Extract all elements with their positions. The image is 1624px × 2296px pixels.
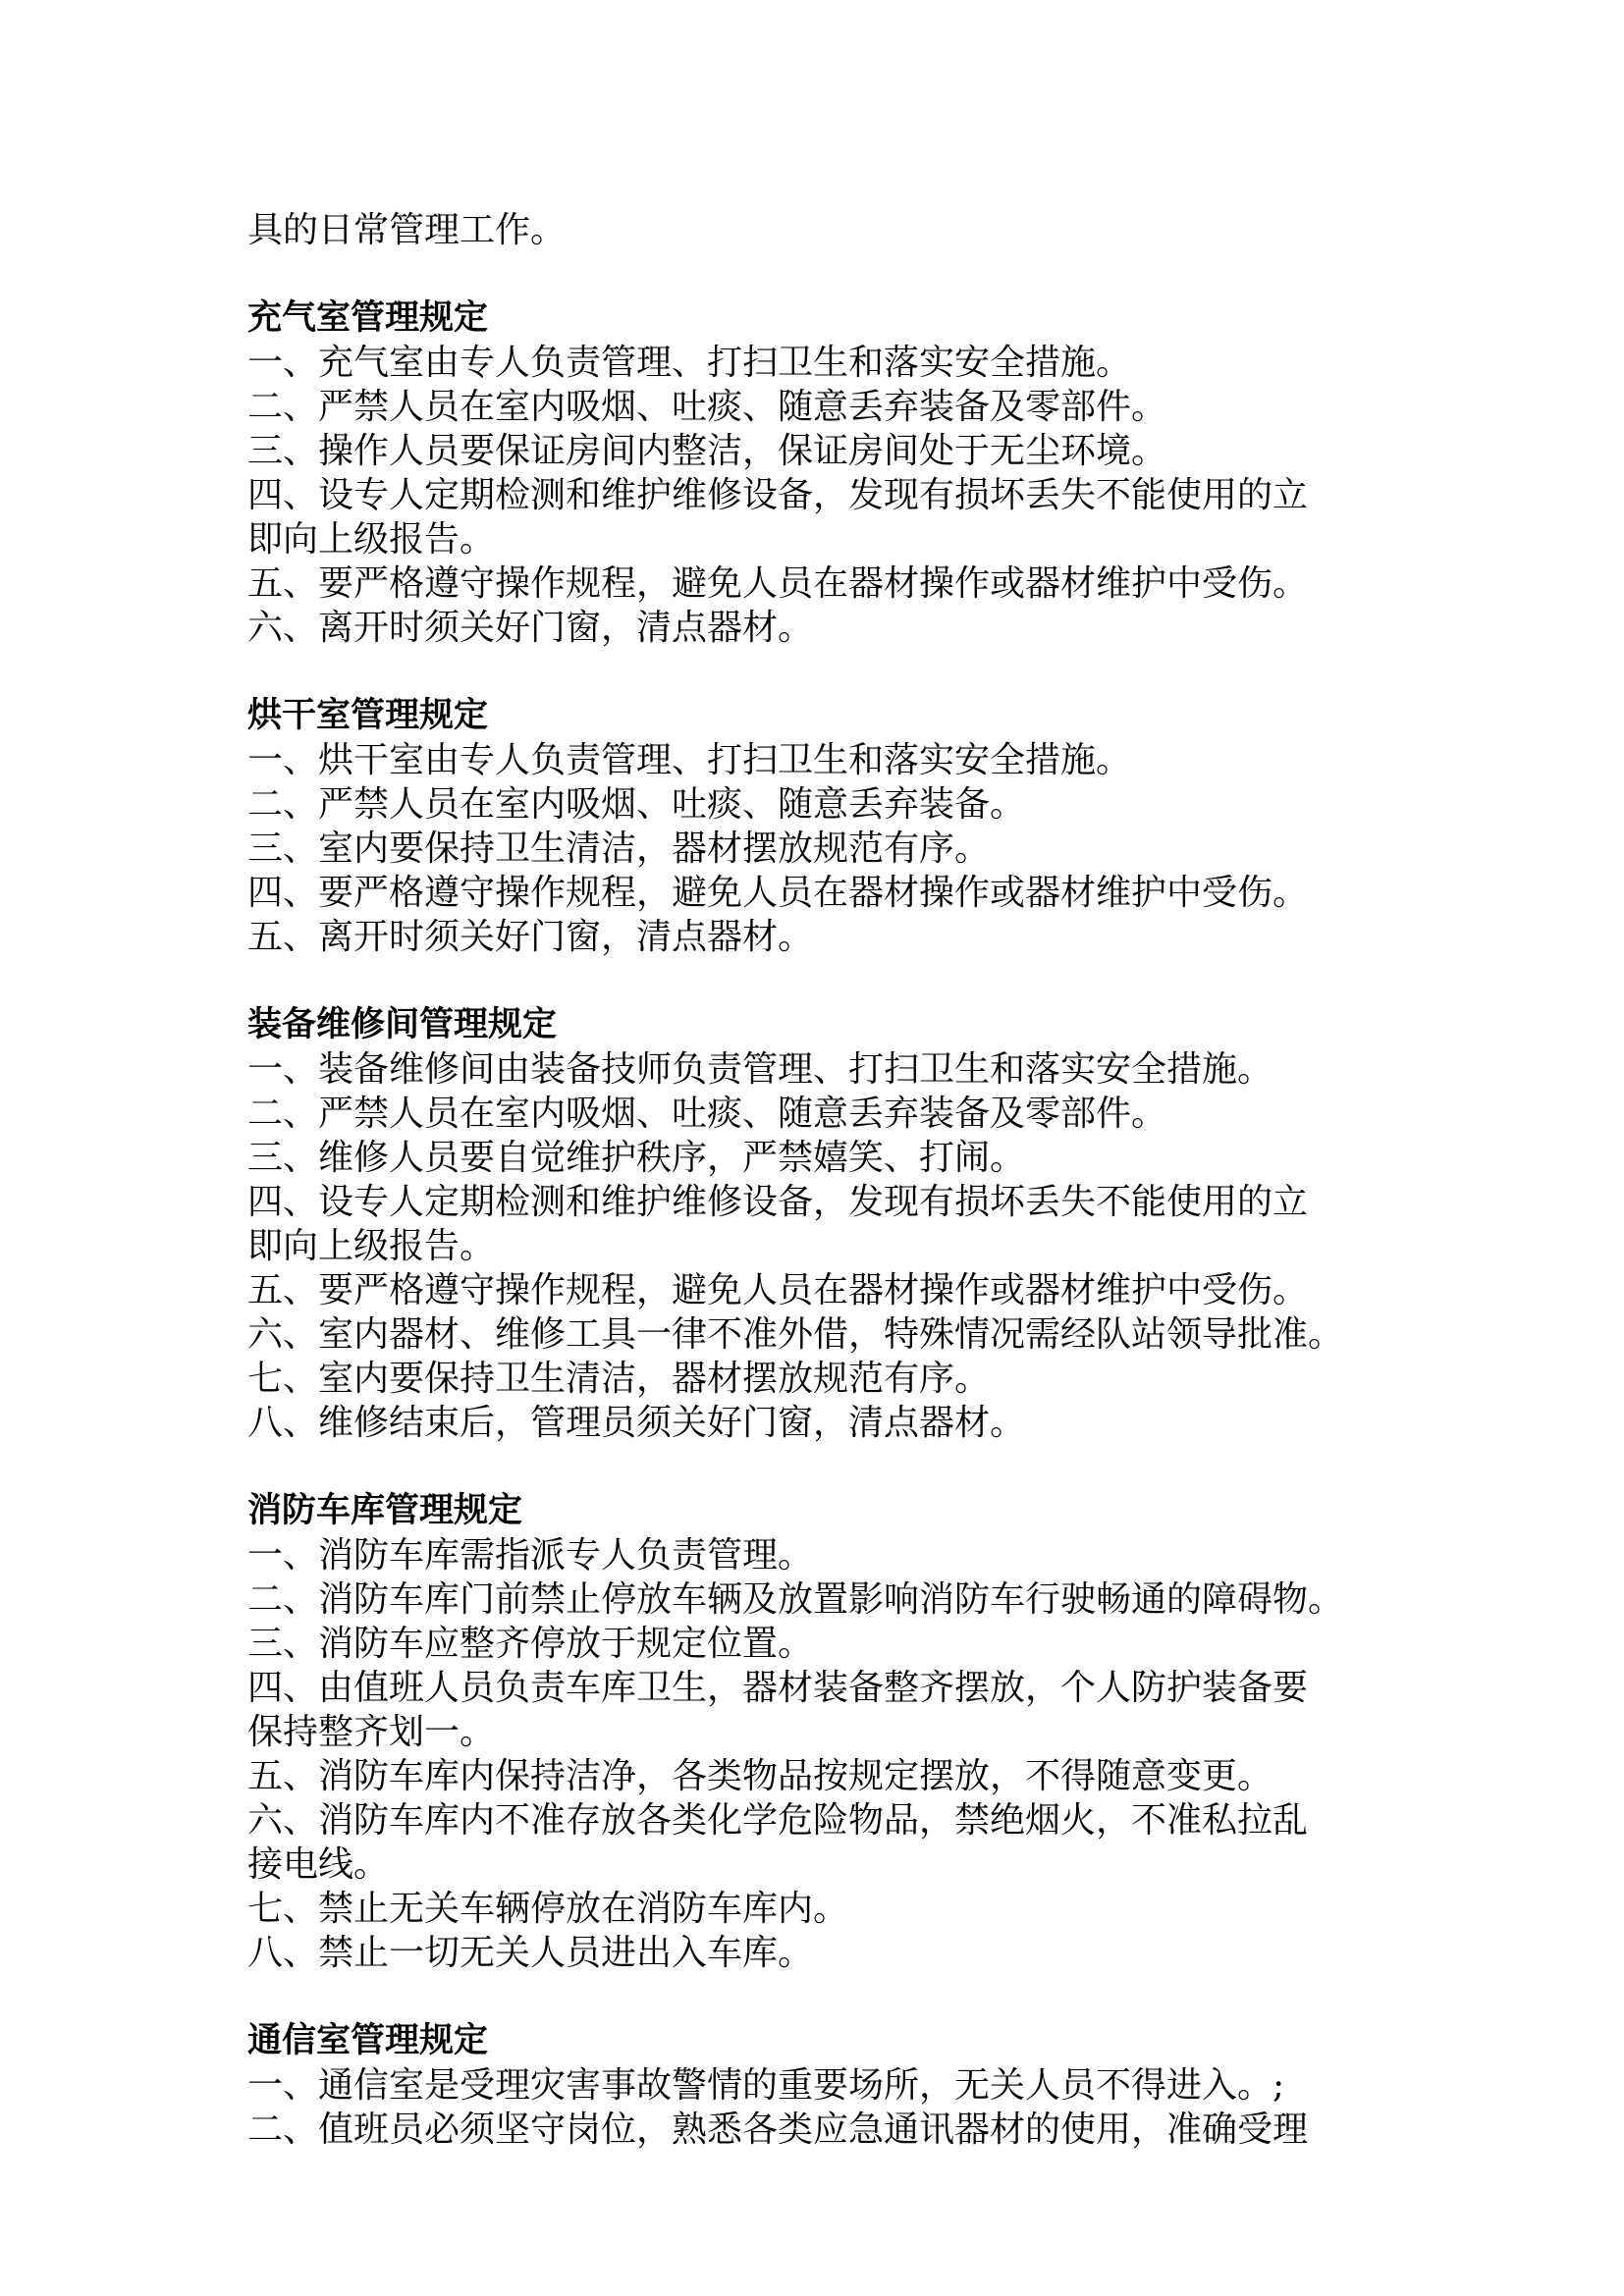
section-line: 七、禁止无关车辆停放在消防车库内。 xyxy=(247,1889,849,1929)
section-line: 一、消防车库需指派专人负责管理。 xyxy=(247,1535,814,1575)
intro-paragraph: 具的日常管理工作。 xyxy=(247,210,567,250)
section-line: 六、室内器材、维修工具一律不准外借，特殊情况需经队站领导批准。 xyxy=(247,1314,1344,1355)
section-line: 三、操作人员要保证房间内整洁，保证房间处于无尘环境。 xyxy=(247,431,1167,471)
section-line: 一、充气室由专人负责管理、打扫卫生和落实安全措施。 xyxy=(247,343,1132,383)
section-line: 五、消防车库内保持洁净，各类物品按规定摆放，不得随意变更。 xyxy=(247,1756,1273,1796)
section-line: 三、维修人员要自觉维护秩序，严禁嬉笑、打闹。 xyxy=(247,1138,1026,1178)
section-line: 五、离开时须关好门窗，清点器材。 xyxy=(247,917,814,957)
section-line: 一、通信室是受理灾害事故警情的重要场所，无关人员不得进入。; xyxy=(247,2065,1285,2106)
section-line: 三、室内要保持卫生清洁，器材摆放规范有序。 xyxy=(247,828,991,869)
section-line: 二、严禁人员在室内吸烟、吐痰、随意丢弃装备及零部件。 xyxy=(247,387,1167,427)
section-line: 四、由值班人员负责车库卫生，器材装备整齐摆放，个人防护装备要 xyxy=(247,1668,1309,1708)
section-line: 接电线。 xyxy=(247,1844,390,1885)
section-line: 一、装备维修间由装备技师负责管理、打扫卫生和落实安全措施。 xyxy=(247,1049,1273,1090)
section-line: 保持整齐划一。 xyxy=(247,1712,496,1752)
regulation-section xyxy=(247,2019,1465,2152)
section-line: 即向上级报告。 xyxy=(247,519,496,560)
section-line: 三、消防车应整齐停放于规定位置。 xyxy=(247,1624,814,1664)
regulation-section xyxy=(247,1003,1465,1445)
section-line: 四、要严格遵守操作规程，避免人员在器材操作或器材维护中受伤。 xyxy=(247,873,1309,913)
section-line: 二、严禁人员在室内吸烟、吐痰、随意丢弃装备及零部件。 xyxy=(247,1094,1167,1134)
section-line: 七、室内要保持卫生清洁，器材摆放规范有序。 xyxy=(247,1359,991,1399)
section-line: 六、离开时须关好门窗，清点器材。 xyxy=(247,608,814,648)
regulation-section xyxy=(247,1489,1465,1975)
section-line: 四、设专人定期检测和维护维修设备，发现有损坏丢失不能使用的立 xyxy=(247,1182,1309,1222)
section-heading: 装备维修间管理规定 xyxy=(247,1005,558,1044)
section-heading: 通信室管理规定 xyxy=(247,2021,489,2060)
section-line: 六、消防车库内不准存放各类化学危险物品，禁绝烟火，不准私拉乱 xyxy=(247,1800,1309,1841)
section-heading: 充气室管理规定 xyxy=(247,298,489,338)
section-line: 八、维修结束后，管理员须关好门窗，清点器材。 xyxy=(247,1403,1026,1443)
document-page xyxy=(247,208,1465,2152)
section-line: 八、禁止一切无关人员进出入车库。 xyxy=(247,1933,814,1973)
section-line: 四、设专人定期检测和维护维修设备，发现有损坏丢失不能使用的立 xyxy=(247,475,1309,515)
section-line: 即向上级报告。 xyxy=(247,1226,496,1266)
section-line: 二、值班员必须坚守岗位，熟悉各类应急通讯器材的使用，准确受理 xyxy=(247,2109,1309,2150)
section-line: 一、烘干室由专人负责管理、打扫卫生和落实安全措施。 xyxy=(247,740,1132,780)
regulation-sections xyxy=(247,296,1465,2152)
section-heading: 消防车库管理规定 xyxy=(247,1491,523,1530)
section-line: 二、严禁人员在室内吸烟、吐痰、随意丢弃装备。 xyxy=(247,784,1026,825)
section-line: 五、要严格遵守操作规程，避免人员在器材操作或器材维护中受伤。 xyxy=(247,563,1309,604)
regulation-section xyxy=(247,296,1465,650)
section-line: 二、消防车库门前禁止停放车辆及放置影响消防车行驶畅通的障碍物。 xyxy=(247,1579,1344,1620)
section-line: 五、要严格遵守操作规程，避免人员在器材操作或器材维护中受伤。 xyxy=(247,1270,1309,1310)
section-heading: 烘干室管理规定 xyxy=(247,696,489,735)
regulation-section xyxy=(247,694,1465,959)
